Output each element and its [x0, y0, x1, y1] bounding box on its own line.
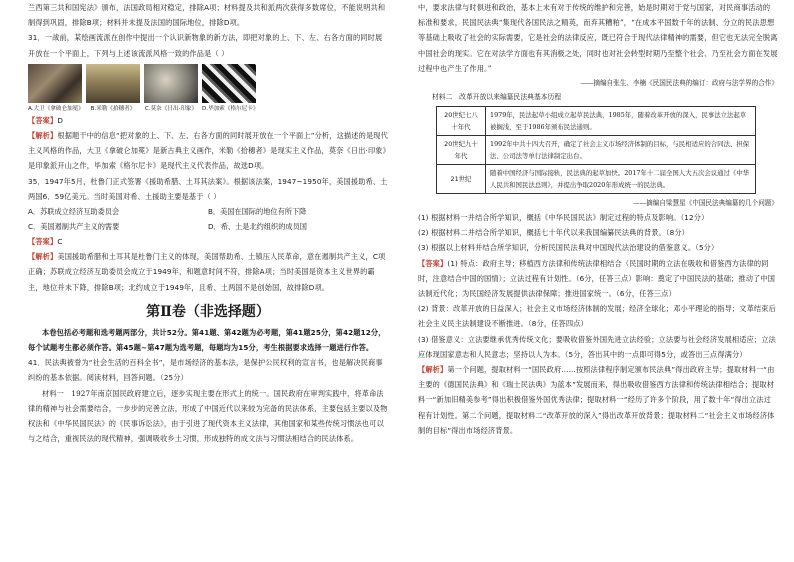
- analysis-paragraph: [418, 362, 778, 438]
- material-one-continued: 中，要求法律与时俱进和政治，基本上未有对于传统的维护和完善，始是时期对于党与国家，对民商事活动的: [418, 3, 771, 12]
- caption-b: B.米勒《拾穗者》: [90, 105, 136, 112]
- table-cell-era: 21世纪: [437, 165, 486, 194]
- table-cell-text: 随着中国经济与国际接轨，民法典的起草加快。2017年十二届全国人大五次会议通过《中华人民共和国民法总则》，并提出争取2020年形成统一的民法典。: [486, 165, 756, 194]
- painting-image-d: [202, 64, 256, 103]
- material-one: 材料一 1927年南京国民政府建立后，逐步实现主要在形式上的统一。国民政府在审判实践中，将革命法律的精神与社会需要结合，一步步的完善立法，形成了中国近代以来较为完备的民法体系，主要包括主要以及物权法和《中华民国民法》的《民事诉讼法》，由于引进了现代资本主义法律，其他国家和某些传统习惯法也可以与之结合，重视民法的现代精神，强调吸收乡土习惯，形成独特的成文法与习惯法相结合的民法体系。: [28, 388, 388, 444]
- caption-c: C.莫奈《日出·印象》: [144, 105, 198, 112]
- analysis-tag: 【解析】: [28, 252, 58, 262]
- source-citation-1: ——摘编自张生、李楠《民国民法典的编订：政府与法学界的合作》: [580, 79, 778, 88]
- question-31-captions: [28, 105, 388, 113]
- table-cell-era: 20世纪七八十年代: [437, 107, 486, 136]
- table-cell-text: 1992年中共十四大召开，确定了社会主义市场经济体制的目标，与民相适应的合同法、担保法、公司法等单行法律制定出台。: [486, 136, 756, 165]
- option-d: D．希、土是北约组织的成员国: [208, 222, 307, 232]
- question-35-analysis: [28, 249, 388, 295]
- answer-part-1: [418, 256, 778, 302]
- analysis-tag: 【解析】: [418, 365, 448, 375]
- section-instructions: 本卷包括必考题和选考题两部分，共计52分。第41题、第42题为必考题，第41题25分，第42题12分，每个试题考生都必须作答。第45题~第47题为选考题，每题均为15分，考生根据要求选择一题进行作答。: [28, 327, 386, 353]
- painting-image-c: [144, 64, 198, 103]
- question-35-stem: 35．1947年5月，杜鲁门正式签署《援助希腊、土耳其法案》。根据该法案，1947~1950年，美国援助希、土两国6．59亿美元。当时美国对希、土援助主要是基于（ ）: [28, 176, 388, 201]
- table-cell-era: 20世纪九十年代: [437, 136, 486, 165]
- section-title: 第Ⅱ卷（非选择题）: [146, 303, 270, 320]
- analysis-text: 美国援助希腊和土耳其是杜鲁门主义的体现，美国帮助希、土镇压人民革命，意在遏制共产主义，C项正确；苏联成立经济互助委员会成立于1949年，和题意时间不符，排除A项；当时美国是资本主义世界的霸主，地位并未下降，排除B项；北约成立于1949年，且希、土两国不是创始国，故排除D项。: [28, 252, 386, 292]
- history-table: [436, 106, 756, 194]
- answer-tag: 【答案】: [418, 258, 448, 268]
- sub-question-3: (3) 根据以上材料并结合所学知识，分析民国民法典对中国现代法治建设的借鉴意义。（5分）: [418, 243, 719, 253]
- answer-tag: 【答案】: [28, 237, 58, 247]
- question-35-options-row1: [28, 204, 388, 219]
- table-row: [437, 136, 756, 165]
- right-column: [418, 0, 778, 562]
- option-c: C．美国遏制共产主义的需要: [28, 222, 120, 232]
- answer-part-3: (3) 借鉴意义：立法要继承优秀传统文化；要吸收借鉴外国先进立法经验；立法要与社会经济发展相适应；立法应体现国家意志和人民意志；坚持以人为本。（5分，答出其中的一点即可得5分，或答出三点得满分）: [418, 334, 776, 359]
- question-31-stem: 31．一战前，某绘画流派在创作中提出一个认识新物象的新方法，即把对象的上、下、左、右各方面的同时展开放在一个平面上，下列与上述该流派风格一致的作品是（ ）: [28, 33, 383, 58]
- answer-value: C: [57, 237, 63, 247]
- question-31-answer: [28, 113, 388, 128]
- table-row: [437, 107, 756, 136]
- analysis-text: 根据题干中的信息“把对象的上、下、左、右各方面的同时展开放在一个平面上”分析，这描述的是现代主义风格的作品，大卫《拿破仑加冕》是新古典主义画作，米勒《拾穗者》是现实主义作品，莫奈《日出·印象》是印象派开山之作，毕加索《格尔尼卡》是现代主义代表作品，故选D项。: [28, 131, 388, 171]
- painting-image-b: [86, 64, 140, 103]
- source-citation-2: ——摘编自梁慧星《中国民法典编纂的几个问题》: [632, 199, 778, 208]
- question-31-analysis: [28, 128, 388, 174]
- option-a: A．苏联成立经济互助委员会: [28, 207, 120, 217]
- question-31-images: [28, 64, 388, 103]
- analysis-text: 第一个问题，提取材料一“国民政府……按照法律程序制定颁布民法典”得出政府主导；提取材料一“由主要的《德国民法典》和《瑞士民法典》为蓝本”发展而来，得出吸收借鉴西方法律和传统法律相结合；提取材料一“新加旧精美参考”得出积极借鉴外国优秀法律；提取材料一“经历了许多个阶段，用了数十年”得出立法过程有计划性。第二个问题，提取材料二“改革开放的深入”得出改革开放背景；提取材料二“社会主义市场经济体制的目标”得出市场经济背景。: [418, 365, 775, 435]
- caption-d: D.毕加索《格尔尼卡》: [202, 105, 259, 112]
- answer-part-2: (2) 背景：改革开放的日益深入；社会主义市场经济体制的发展；经济全球化；邓小平理论的指导；文革结束后社会主义民主法制建设不断推进。（8分，任答四点）: [418, 304, 776, 329]
- question-35-options-row2: [28, 219, 388, 234]
- left-column: [28, 0, 388, 562]
- material-two-title: 材料二 改革开放以来编纂民法典基本历程: [432, 93, 562, 102]
- table-cell-text: 1979年，民法起草小组成立起草民法典，1985年，随着改革开放的深入，民事法立法起草被搁浅，至于1986年颁布民法通则。: [486, 107, 756, 136]
- painting-image-a: [28, 64, 82, 103]
- sub-question-2: (2) 根据材料二并结合所学知识，概括七十年代以来我国编纂民法典的背景。（8分）: [418, 228, 690, 238]
- answer-value: D: [57, 115, 64, 125]
- question-35-answer: [28, 234, 388, 249]
- option-b: B．美国在国际的地位有所下降: [208, 207, 307, 217]
- answer-text: (1) 特点：政府主导；移植西方法律和传统法律相结合（民国时期的立法在吸收和借鉴西方法律的同时，注意结合中国的国情）；立法过程有计划性。（6分，任答三点）影响：奠定了中国民法的基础；推动了中国法制近代化；为民国经济发展提供法律保障；推进国家统一。（6分，任答三点）: [418, 258, 776, 299]
- sub-question-1: (1) 根据材料一并结合所学知识，概括《中华民国民法》制定过程的特点及影响。（12分）: [418, 213, 709, 223]
- material-one-continued-2: 标准和要求，民国民法典“集现代各国民法之精英，而弃其糟粕”，“在成本平国数千年的法制、分立的民法思想等基础上吸收了社会的实际需要，它是社会的法律反应，既已符合于现代法律精神的需要，但它也无法完全脱离中国社会的现实。它在对法学方面也有其消极之处，同时也对社会转型时期乃至整个社会、乃至社会方面在发展过程中也产生了作用。”: [418, 18, 778, 73]
- answer-tag: 【答案】: [28, 115, 58, 125]
- table-row: [437, 165, 756, 194]
- analysis-tag: 【解析】: [28, 131, 58, 141]
- question-41-stem: 41．民法典被誉为“社会生活的百科全书”，是市场经济的基本法，是保护公民权利的宣言书，也是解决民商事纠纷的基本依据。阅读材料，回答问题。（25分）: [28, 358, 383, 383]
- caption-a: A.大卫《拿破仑加冕》: [28, 105, 84, 112]
- paragraph-prev-analysis: 兰西第三共和国宪法》颁布，法国政局相对稳定，排除A项；材料提及共和派两次获得多数席位，不能说明共和制得到巩固，排除B项；材料并未提及法国的国际地位，排除D项。: [28, 3, 386, 28]
